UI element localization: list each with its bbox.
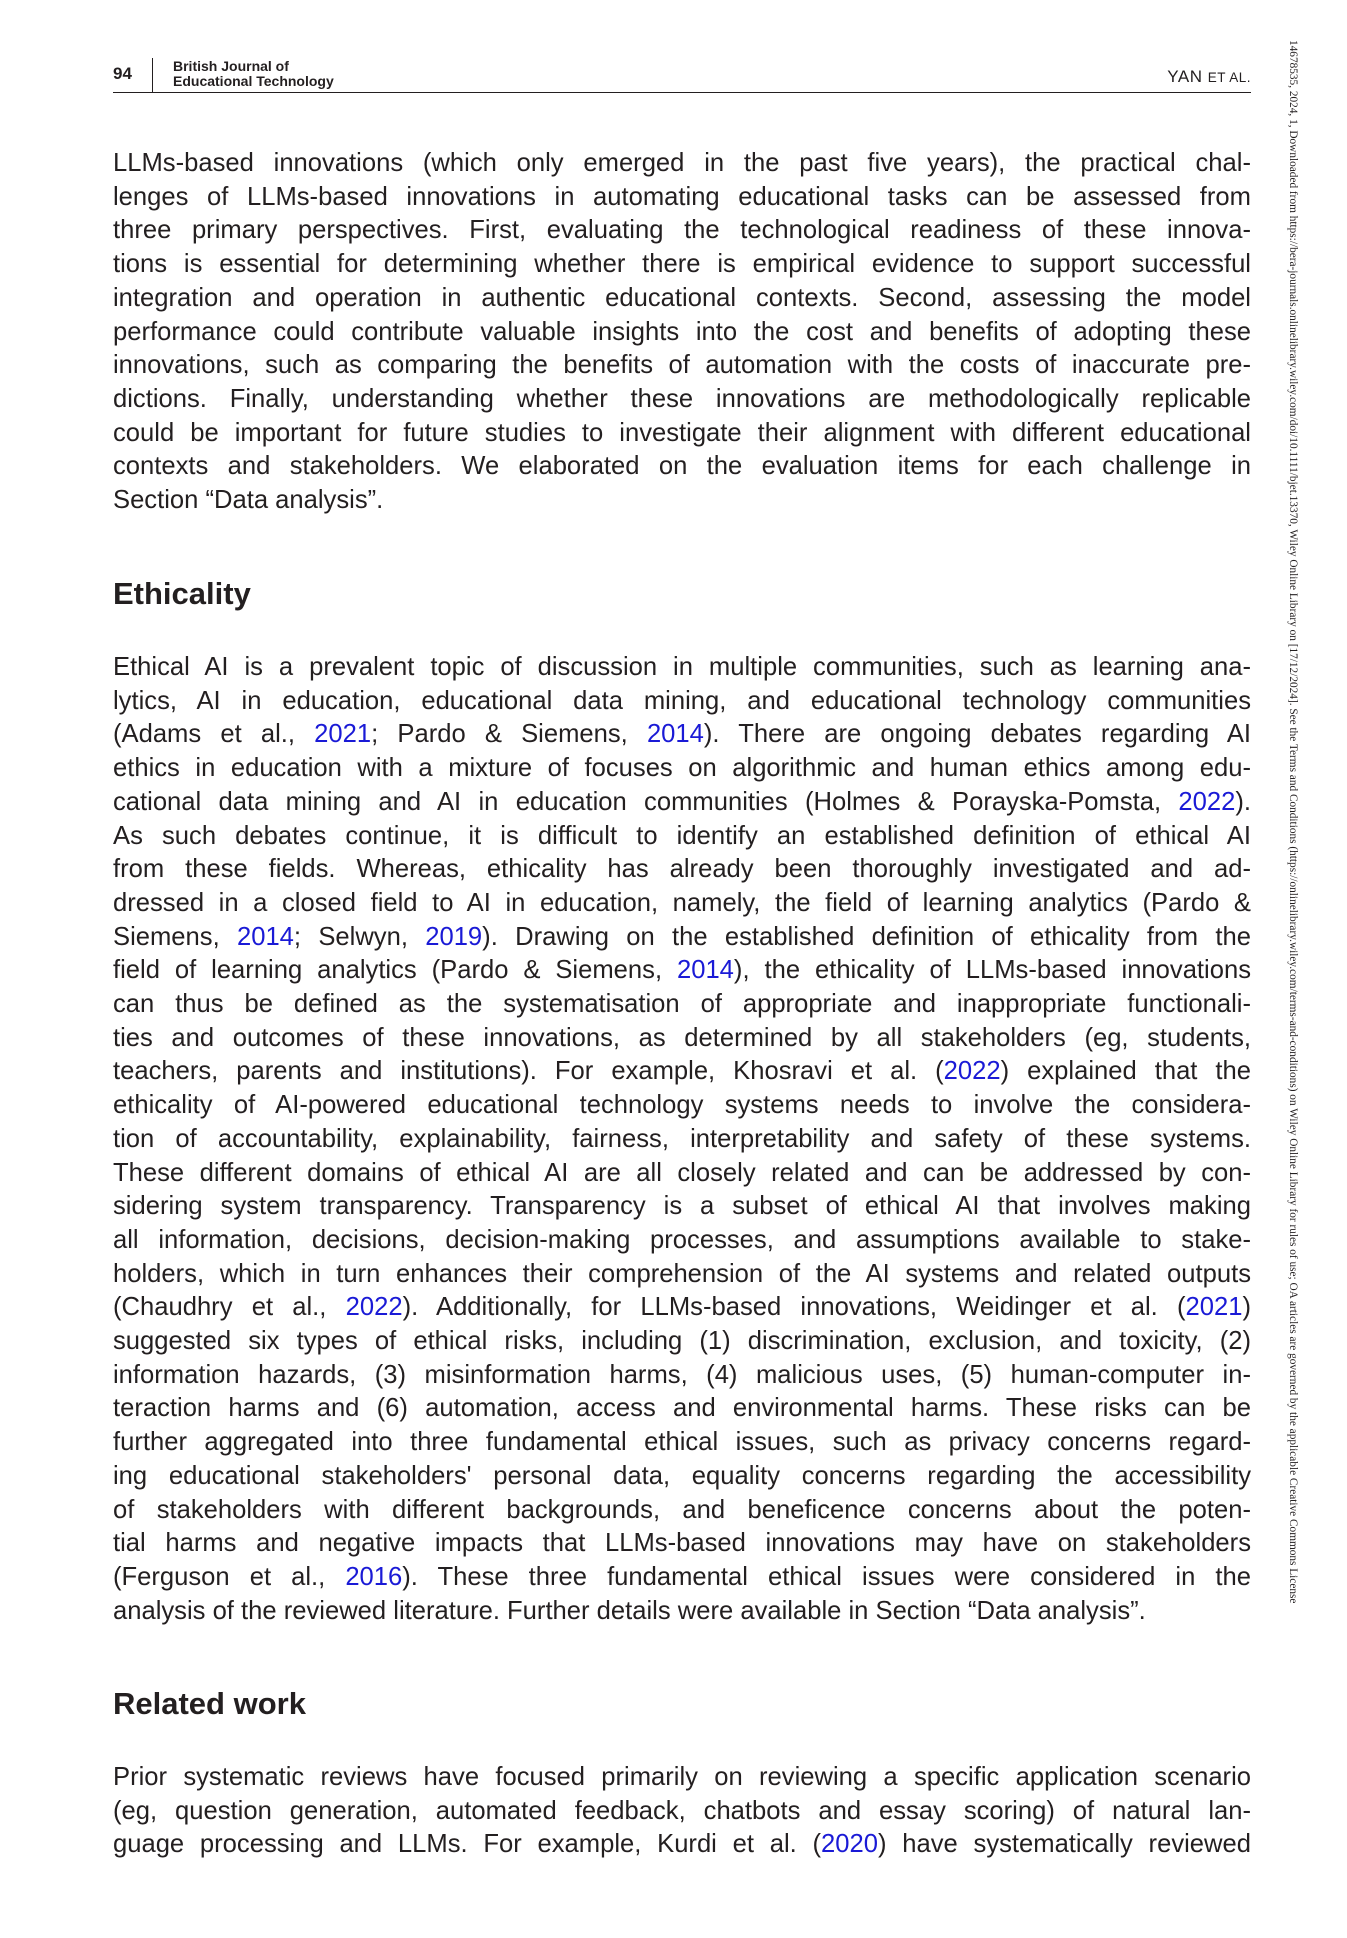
text-span: As such debates continue, it is difficult to identify an established definition of ethical AI <box>113 821 1251 850</box>
text-span: ing educational stakeholders' personal data, equality concerns regarding the accessibility <box>113 1461 1251 1490</box>
text-line: integration and operation in authentic educational contexts. Second, assessing the model <box>113 283 1251 312</box>
text-span: ). <box>1235 787 1251 816</box>
text-span: lytics, AI in education, educational data mining, and educational technology communities <box>113 686 1251 715</box>
text-line: tions is essential for determining whether there is empirical evidence to support successful <box>113 250 1251 279</box>
text-line <box>113 1190 1251 1224</box>
text-line <box>113 1426 1251 1460</box>
text-line <box>113 1460 1251 1494</box>
text-span: can thus be defined as the systematisation of appropriate and inappropriate functionali- <box>113 990 1251 1019</box>
text-span: ) explained that the <box>1000 1057 1251 1086</box>
text-line <box>113 651 1251 685</box>
text-span: Prior systematic reviews have focused primarily on reviewing a specific application scenario <box>113 1763 1251 1791</box>
citation-link[interactable]: 2014 <box>646 720 704 749</box>
citation-link[interactable]: 2022 <box>943 1057 1001 1086</box>
text-span: ) have systematically reviewed <box>877 1830 1251 1859</box>
text-span: ; Pardo & Siemens, <box>371 720 647 749</box>
text-span: of stakeholders with different backgrounds, and beneficence concerns about the poten- <box>113 1495 1251 1524</box>
text-line <box>113 1055 1251 1089</box>
text-line <box>113 685 1251 719</box>
text-span: teachers, parents and institutions). For example, Khosravi et al. ( <box>113 1057 944 1086</box>
ethicality-paragraph <box>113 651 1251 1628</box>
text-line <box>113 1561 1251 1595</box>
citation-link[interactable]: 2014 <box>236 922 294 951</box>
citation-link[interactable]: 2021 <box>1185 1293 1243 1322</box>
text-span: ethics in education with a mixture of focuses on algorithmic and human ethics among edu- <box>113 754 1251 783</box>
text-line <box>113 1291 1251 1325</box>
text-line <box>113 921 1251 955</box>
text-line <box>113 1022 1251 1056</box>
text-span: ). There are ongoing debates regarding AI <box>703 720 1251 749</box>
authors-first: YAN <box>1167 67 1203 86</box>
citation-link[interactable]: 2022 <box>345 1293 403 1322</box>
text-span: guage processing and LLMs. For example, Kurdi et al. ( <box>113 1830 822 1859</box>
text-span: Siemens, <box>113 922 237 951</box>
journal-title-line2: Educational Technology <box>173 73 334 89</box>
text-span: (Adams et al., <box>113 720 315 749</box>
related-work-paragraph <box>113 1761 1251 1862</box>
text-line: three primary perspectives. First, evaluating the technological readiness of these innova- <box>113 216 1251 245</box>
text-span: ) <box>1242 1293 1251 1322</box>
page-header <box>113 58 1251 93</box>
text-span: Ethical AI is a prevalent topic of discussion in multiple communities, such as learning ana- <box>113 653 1251 681</box>
text-line <box>113 1224 1251 1258</box>
text-line: could be important for future studies to investigate their alignment with different educational <box>113 418 1251 447</box>
text-span: ). Additionally, for LLMs-based innovations, Weidinger et al. ( <box>402 1293 1186 1322</box>
text-line <box>113 752 1251 786</box>
header-divider <box>152 58 153 92</box>
text-line <box>113 1494 1251 1528</box>
text-line: dictions. Finally, understanding whether these innovations are methodologically replicable <box>113 384 1251 413</box>
text-line <box>113 954 1251 988</box>
section-heading-related-work: Related work <box>113 1686 306 1721</box>
page-number: 94 <box>113 64 132 83</box>
intro-paragraph <box>113 147 1251 518</box>
text-line <box>113 1761 1251 1795</box>
download-notice-sidebar: 14678535, 2024, 1, Downloaded from https://bera-journals.onlinelibrary.wiley.com/doi/10.1111/bjet.13370, Wiley Online Library on [17/12/2024]. See the Terms and Conditions (https://onlinelibrary.wiley.com/terms-and-conditions) on Wiley Online Library for rules of use; OA articles are governed by the applicable Creative Commons License <box>1287 40 1299 1604</box>
text-line: LLMs-based innovations (which only emerged in the past five years), the practical chal- <box>113 149 1251 177</box>
text-span: analysis of the reviewed literature. Further details were available in Section “Data analysis”. <box>113 1596 1146 1625</box>
text-span: information hazards, (3) misinformation harms, (4) malicious uses, (5) human-computer in- <box>113 1360 1251 1389</box>
text-span: tial harms and negative impacts that LLMs-based innovations may have on stakeholders <box>113 1529 1251 1558</box>
text-span: These different domains of ethical AI are all closely related and can be addressed by con- <box>113 1158 1251 1187</box>
citation-link[interactable]: 2022 <box>1178 787 1236 816</box>
text-line <box>113 887 1251 921</box>
text-span: (Chaudhry et al., <box>113 1293 346 1322</box>
text-line <box>113 1089 1251 1123</box>
text-line <box>113 1392 1251 1426</box>
text-span: sidering system transparency. Transparency is a subset of ethical AI that involves making <box>113 1192 1251 1221</box>
text-line: innovations, such as comparing the benefits of automation with the costs of inaccurate pre- <box>113 351 1251 380</box>
text-line <box>113 1527 1251 1561</box>
authors-etal: ET AL. <box>1207 70 1251 85</box>
section-heading-ethicality: Ethicality <box>113 576 251 611</box>
text-span: field of learning analytics (Pardo & Siemens, <box>113 956 677 985</box>
text-line <box>113 1359 1251 1393</box>
citation-link[interactable]: 2019 <box>425 922 483 951</box>
citation-link[interactable]: 2014 <box>676 956 734 985</box>
text-line: lenges of LLMs-based innovations in automating educational tasks can be assessed from <box>113 182 1251 211</box>
text-line <box>113 1157 1251 1191</box>
text-line <box>113 1258 1251 1292</box>
text-line <box>113 1828 1251 1862</box>
text-span: teraction harms and (6) automation, access and environmental harms. These risks can be <box>113 1394 1251 1423</box>
text-line <box>113 1325 1251 1359</box>
text-line <box>113 1595 1251 1629</box>
text-span: from these fields. Whereas, ethicality has already been thoroughly investigated and ad- <box>113 855 1251 884</box>
text-line <box>113 786 1251 820</box>
text-span: (eg, question generation, automated feedback, chatbots and essay scoring) of natural lan- <box>113 1796 1251 1825</box>
citation-link[interactable]: 2020 <box>821 1830 878 1859</box>
text-line <box>113 853 1251 887</box>
text-line: performance could contribute valuable insights into the cost and benefits of adopting these <box>113 317 1251 346</box>
text-span: ethicality of AI-powered educational technology systems needs to involve the considera- <box>113 1091 1251 1120</box>
text-span: further aggregated into three fundamental ethical issues, such as privacy concerns regard- <box>113 1428 1251 1457</box>
text-span: all information, decisions, decision-making processes, and assumptions available to stake- <box>113 1225 1251 1254</box>
text-span: ). These three fundamental ethical issues were considered in the <box>402 1562 1251 1591</box>
text-line: contexts and stakeholders. We elaborated on the evaluation items for each challenge in <box>113 452 1251 481</box>
journal-title-line1: British Journal of <box>173 58 289 74</box>
text-line <box>113 820 1251 854</box>
text-line <box>113 1795 1251 1829</box>
running-authors <box>1167 67 1251 87</box>
text-span: ; Selwyn, <box>293 922 426 951</box>
text-span: ties and outcomes of these innovations, as determined by all stakeholders (eg, students, <box>113 1023 1251 1052</box>
text-span: holders, which in turn enhances their comprehension of the AI systems and related outputs <box>113 1259 1251 1288</box>
text-span: cational data mining and AI in education communities (Holmes & Porayska-Pomsta, <box>113 787 1179 816</box>
text-span: ), the ethicality of LLMs-based innovations <box>733 956 1251 985</box>
text-span: ). Drawing on the established definition of ethicality from the <box>482 922 1251 951</box>
text-span: dressed in a closed field to AI in education, namely, the field of learning analytics (Pardo & <box>113 888 1251 917</box>
text-line <box>113 718 1251 752</box>
text-span: (Ferguson et al., <box>113 1562 346 1591</box>
text-line <box>113 1123 1251 1157</box>
citation-link[interactable]: 2016 <box>345 1562 403 1591</box>
journal-title <box>173 59 334 89</box>
text-line: Section “Data analysis”. <box>113 486 384 515</box>
citation-link[interactable]: 2021 <box>314 720 372 749</box>
text-line <box>113 988 1251 1022</box>
text-span: suggested six types of ethical risks, including (1) discrimination, exclusion, and toxicity, (2) <box>113 1327 1251 1356</box>
text-span: tion of accountability, explainability, fairness, interpretability and safety of these systems. <box>113 1124 1251 1153</box>
